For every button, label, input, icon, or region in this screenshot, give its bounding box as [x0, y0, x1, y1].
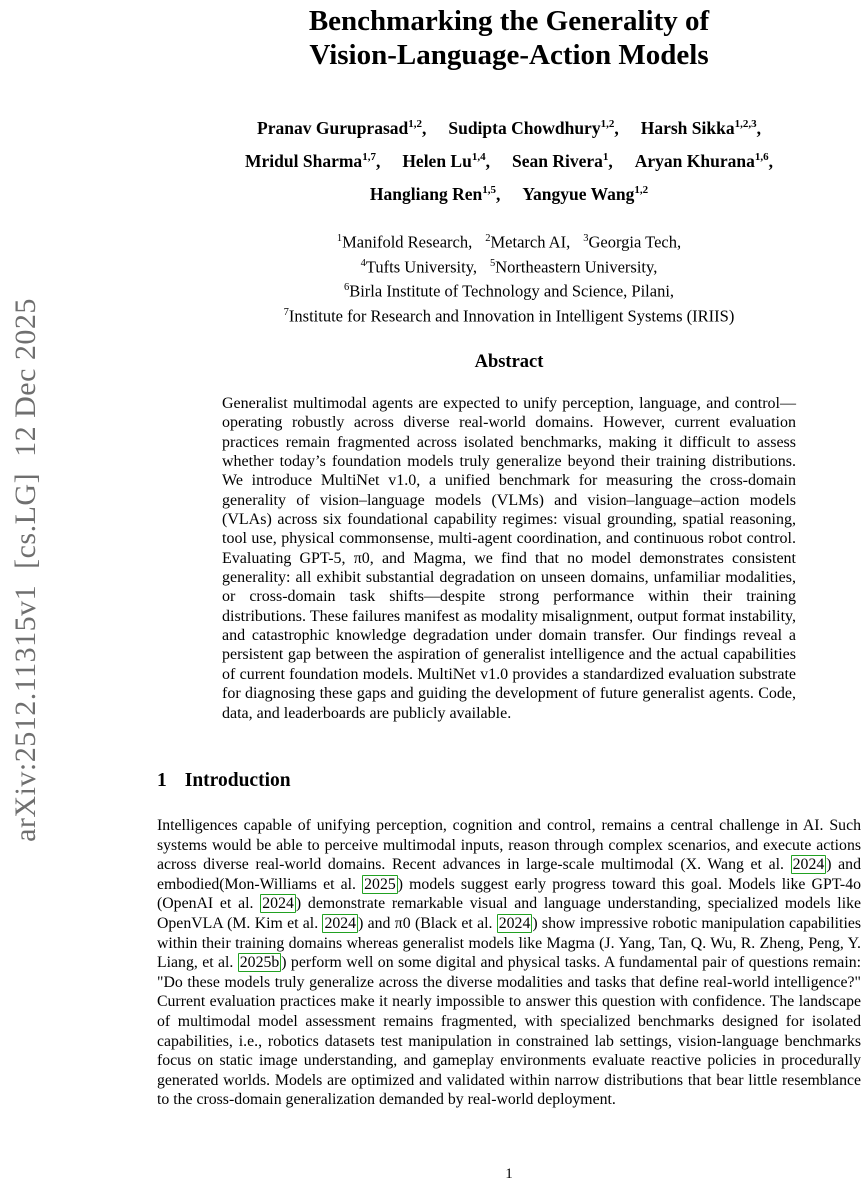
paper-content: [157, 0, 861, 1200]
abstract-heading: Abstract: [474, 352, 544, 372]
abstract-text: Generalist multimodal agents are expected to unify perception, language, and control—operating robustly across diverse real-world domains. However, current evaluation practices remain fragmented across isolated benchmarks, making it difficult to assess whether today’s foundation models truly generalize beyond their training distributions. We introduce MultiNet v1.0, a unified benchmark for measuring the cross-domain generality of vision–language models (VLMs) and vision–language–action models (VLAs) across six foundational capability regimes: visual grounding, spatial reasoning, tool use, physical commonsense, multi-agent coordination, and continuous robot control. Evaluating GPT-5, π0, and Magma, we find that no model demonstrates consistent generality: all exhibit substantial degradation on unseen domains, unfamiliar modalities, or cross-domain task shifts—despite strong performance within their training distributions. These failures manifest as modality misalignment, output format instability, and catastrophic knowledge degradation under domain transfer. Our findings reveal a persistent gap between the aspiration of generalist intelligence and the actual capabilities of current foundation models. MultiNet v1.0 provides a standardized evaluation substrate for diagnosing these gaps and guiding the development of future generalist agents. Code, data, and leaderboards are publicly available.: [222, 395, 796, 722]
affiliation-block: [157, 228, 861, 326]
section-number: 1: [157, 770, 167, 791]
affiliation-item: $^4$Tufts University,: [360, 257, 478, 276]
author-affiliation-superscript: 1,7: [362, 150, 376, 163]
affiliation-item: $^7$Institute for Research and Innovation in Intelligent Systems (IRIIS): [283, 306, 735, 325]
paper-title-line-1: Benchmarking the Generality of: [308, 5, 710, 37]
section-heading-introduction: [157, 770, 861, 792]
author-line: [157, 110, 861, 143]
affiliation-item: $^3$Georgia Tech,: [583, 232, 682, 252]
paper-title: [157, 4, 861, 72]
author-affiliation-superscript: 1,2: [634, 183, 649, 196]
affiliation-number-superscript: 1: [336, 233, 343, 244]
author-name: Yangyue Wang$^{1,2}$: [522, 183, 649, 204]
author-name: Sean Rivera$^1$,: [511, 150, 613, 171]
affiliation-line: [157, 253, 861, 278]
affiliation-number-superscript: 4: [360, 257, 366, 269]
author-affiliation-superscript: 1,2: [600, 118, 615, 130]
author-block: [157, 110, 861, 208]
author-affiliation-superscript: 1,4: [471, 150, 486, 163]
introduction-paragraph: Intelligences capable of unifying perception, cognition and control, remains a central challenge in AI. Such systems would be able to perceive multimodal inputs, reason through complex scenarios, and execute actions across diverse real-world domains. Recent advances in large-scale multimodal (X. Wang et al. 2024 ) and embodied(Mon-Williams et al. 2025 ) models suggest early progress toward this goal. Models like GPT-4o (OpenAI et al. 2024 ) demonstrate remarkable visual and language understanding, specialized models like OpenVLA (M. Kim et al. 2024 ) and π0 (Black et al. 2024 ) show impressive robotic manipulation capabilities within their training domains whereas generalist models like Magma (J. Yang, Tan, Q. Wu, R. Zheng, Peng, Y. Liang, et al. 2025b ) perform well on some digital and physical tasks. A fundamental pair of questions remain: "Do these models truly generalize across the diverse modalities and tasks that define real-world intelligence?" Current evaluation practices make it nearly impossible to answer this question with confidence. The landscape of multimodal model assessment remains fragmented, with specialized benchmarks designed for isolated capabilities, i.e., robotics datasets test manipulation in constrained lab settings, vision-language benchmarks focus on static image understanding, and gameplay environments evaluate reactive policies in procedurally generated worlds. Models are optimized and validated within narrow distributions that bear little resemblance to the cross-domain generalization demanded by real-world deployment.: [157, 817, 861, 1109]
citation-link[interactable]: 2024: [324, 914, 357, 932]
author-name: Pranav Guruprasad$^{1,2}$,: [257, 117, 427, 138]
author-name: Mridul Sharma$^{1,7}$,: [245, 150, 381, 171]
author-name: Helen Lu$^{1,4}$,: [402, 150, 490, 171]
author-affiliation-superscript: 1,5: [482, 183, 496, 196]
page-number: 1: [505, 1166, 513, 1182]
affiliation-number-superscript: 2: [485, 233, 491, 244]
affiliation-line: [157, 277, 861, 302]
author-affiliation-superscript: 1: [602, 150, 609, 163]
affiliation-line: [157, 228, 861, 253]
citation-link[interactable]: 2025: [364, 875, 396, 893]
affiliation-number-superscript: 6: [343, 282, 350, 293]
author-name: Hangliang Ren$^{1,5}$,: [369, 183, 501, 204]
affiliation-number-superscript: 3: [583, 233, 589, 244]
affiliation-item: $^1$Manifold Research,: [336, 232, 473, 252]
citation-link[interactable]: 2024: [792, 856, 825, 874]
citation-link[interactable]: 2024: [262, 895, 294, 913]
affiliation-item: $^6$Birla Institute of Technology and Science, Pilani,: [343, 281, 675, 301]
affiliation-number-superscript: 7: [283, 306, 289, 318]
affiliation-number-superscript: 5: [490, 257, 496, 269]
citation-link[interactable]: 2024: [498, 914, 531, 932]
affiliation-item: $^2$Metarch AI,: [485, 232, 571, 252]
author-name: Aryan Khurana$^{1,6}$,: [634, 150, 773, 171]
author-name: Sudipta Chowdhury$^{1,2}$,: [448, 117, 619, 138]
author-affiliation-superscript: 1,6: [754, 150, 769, 163]
affiliation-item: $^5$Northeastern University,: [490, 257, 658, 276]
author-name: Harsh Sikka$^{1,2,3}$,: [640, 117, 761, 138]
author-affiliation-superscript: 1,2,3: [734, 118, 757, 130]
author-line: [157, 176, 861, 209]
affiliation-line: [157, 302, 861, 327]
paper-title-line-2: Vision-Language-Action Models: [309, 39, 709, 71]
author-affiliation-superscript: 1,2: [408, 118, 422, 130]
citation-link[interactable]: 2025b: [239, 954, 280, 972]
author-line: [157, 143, 861, 176]
arxiv-watermark: arXiv:2512.11315v1 [cs.LG] 12 Dec 2025: [9, 298, 42, 842]
section-title: Introduction: [184, 770, 291, 791]
